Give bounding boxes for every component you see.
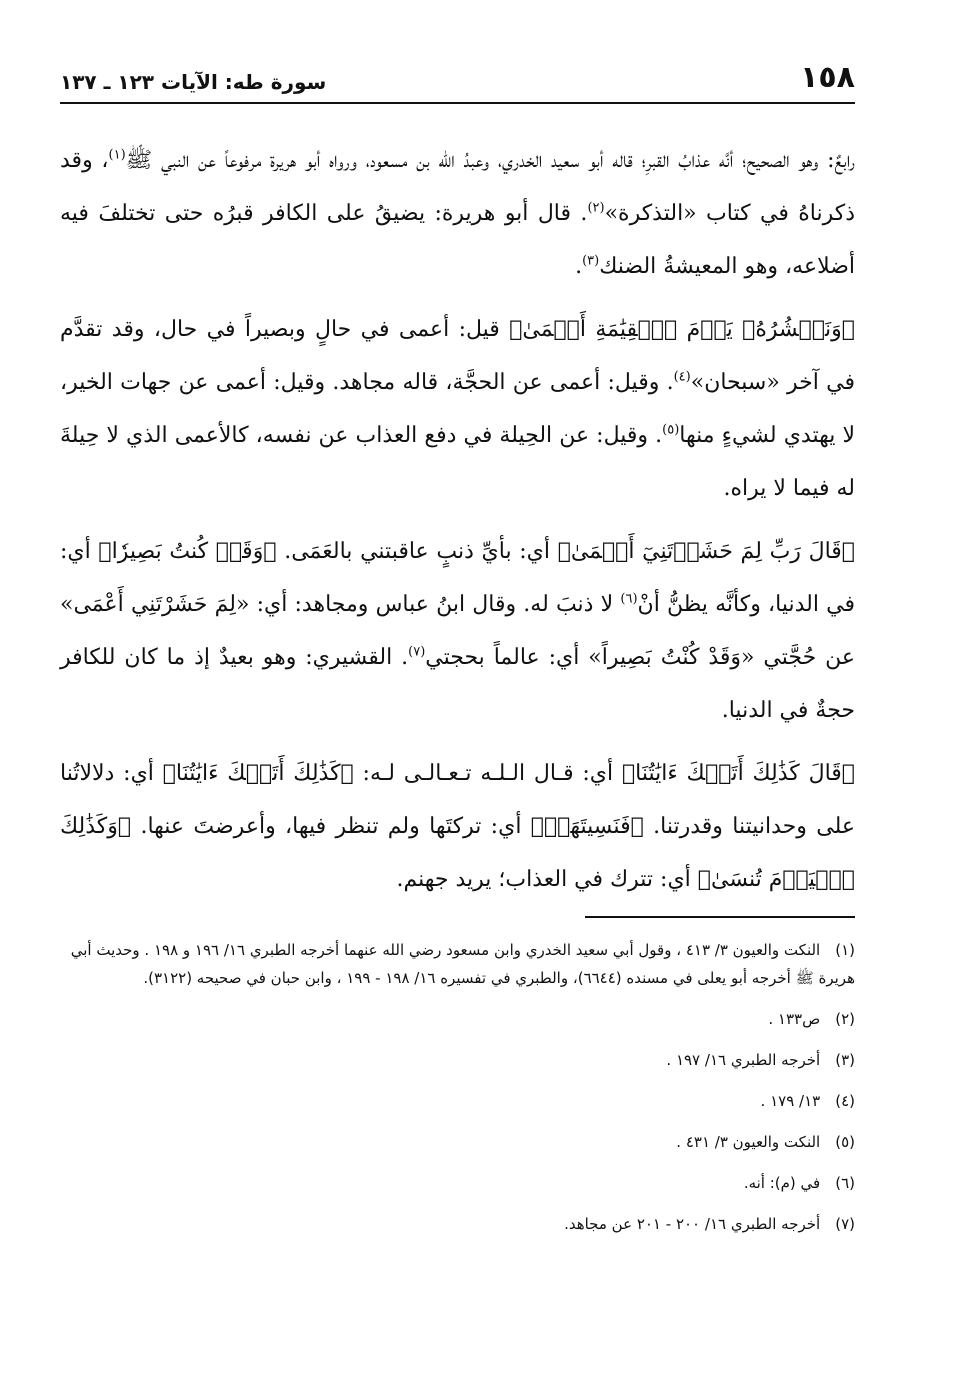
footnote-number: (١) bbox=[835, 941, 855, 959]
quran-verse: ﴿فَنَسِيتَهَاۖ﴾ bbox=[530, 814, 644, 839]
main-text bbox=[60, 134, 855, 906]
text-run: أي: تركتَها ولم تنظر فيها، وأعرضتَ عنها. bbox=[131, 814, 531, 839]
footnote-number: (٢) bbox=[835, 1010, 855, 1028]
paragraph bbox=[60, 747, 855, 906]
text-run: أي: في الدنيا، وكأنَّه يظنُّ أنْ bbox=[60, 539, 855, 617]
footnote-ref: (٥) bbox=[662, 422, 680, 438]
text-run: . bbox=[575, 254, 583, 279]
footnote bbox=[60, 936, 855, 992]
footnote-text: ص١٣٣ . bbox=[768, 1010, 821, 1028]
quran-verse: ﴿قَالَ رَبِّ لِمَ حَشَرۡتَنِيٓ أَعۡمَىٰ﴾ bbox=[557, 539, 855, 564]
footnote-ref: (٢) bbox=[587, 200, 605, 216]
footnotes bbox=[60, 936, 855, 1238]
footnote-text: النكت والعيون ٣/ ٤١٣ ، وقول أبي سعيد الخدري وابن مسعود رضي الله عنهما أخرجه الطبري ١٦/ ١٩٦ و ١٩٨ . وحديث أبي هريرة ﷺ أخرجه أبو يعلى في مسنده (٦٦٤٤)، والطبري في تفسيره ١٦/ ١٩٨ - ١٩٩ ، وابن حبان في صحيحه (٣١٢٢). bbox=[70, 941, 855, 987]
page-number: ١٥٨ bbox=[800, 60, 855, 95]
paragraph bbox=[60, 525, 855, 737]
paragraph bbox=[60, 134, 855, 293]
footnote-text: النكت والعيون ٣/ ٤٣١ . bbox=[676, 1133, 821, 1151]
book-page bbox=[60, 60, 855, 1251]
footnote-ref: (١) bbox=[108, 147, 126, 163]
quran-verse: ﴿كَذَٰلِكَ أَتَتۡكَ ءَايَٰتُنَا﴾ bbox=[162, 761, 354, 786]
text-run: . قال أبو هريرة: يضيقُ على الكافر قبرُه حتى تختلفَ فيه أضلاعه، وهو المعيشةُ الضنك bbox=[60, 201, 855, 279]
footnote bbox=[60, 1128, 855, 1156]
text-run: أي: قـال الـلـه تـعـالـى لـه: bbox=[353, 761, 622, 786]
footnote-ref: (٧) bbox=[408, 644, 426, 660]
quran-verse: ﴿وَكَذَٰلِكَ ٱلۡيَوۡمَ تُنسَىٰ﴾ bbox=[60, 814, 855, 892]
footnote bbox=[60, 1169, 855, 1197]
text-run: . وقيل: عن الحِيلة في دفع العذاب عن نفسه، كالأعمى الذي لا حِيلةَ له فيما لا يراه. bbox=[60, 423, 855, 501]
quran-verse: ﴿وَقَدۡ كُنتُ بَصِيرٗا﴾ bbox=[98, 539, 277, 564]
text-run: . وقيل: أعمى عن الحجَّة، قاله مجاهد. وقيل: أعمى عن جهات الخير، لا يهتدي لشيءٍ منها bbox=[60, 370, 856, 448]
quran-verse: ﴿وَنَحۡشُرُهُۥ يَوۡمَ ٱلۡقِيَٰمَةِ أَعۡمَىٰ﴾ bbox=[509, 317, 855, 342]
footnote-text: أخرجه الطبري ١٦/ ٢٠٠ - ٢٠١ عن مجاهد. bbox=[564, 1215, 821, 1233]
page-header bbox=[60, 60, 855, 104]
footnote-text: ١٣/ ١٧٩ . bbox=[760, 1092, 821, 1110]
text-run: ، وقد ذكرناهُ في كتاب «التذكرة» bbox=[60, 148, 856, 226]
footnote-number: (٦) bbox=[835, 1174, 855, 1192]
text-run: لا ذنبَ له. وقال ابنُ عباس ومجاهد: أي: «لِمَ حَشَرْتَنِي أَعْمَى» عن حُجَّتي «وَقَدْ كُنْتُ بَصِيراً» أي: عالماً بحجتي bbox=[60, 592, 855, 670]
text-run: رابعٌ: وهو الصحيح؛ أنَّه عذابُ القبرِ؛ قاله أبو سعيد الخدري، وعبدُ الله بن مسعود، ورواه أبو هريرة مرفوعاً عن النبي ﷺ bbox=[125, 148, 855, 173]
paragraph bbox=[60, 303, 855, 515]
text-run: . القشيري: وهو بعيدٌ إذ ما كان للكافر حجةٌ في الدنيا. bbox=[60, 645, 855, 723]
footnote-number: (٥) bbox=[835, 1133, 855, 1151]
footnote bbox=[60, 1210, 855, 1238]
text-run: قيل: أعمى في حالٍ وبصيراً في حال، وقد تقدَّم في آخر «سبحان» bbox=[60, 317, 856, 395]
footnote-ref: (٤) bbox=[673, 369, 691, 385]
footnote-number: (٣) bbox=[835, 1051, 855, 1069]
footnote-text: في (م): أنه. bbox=[743, 1174, 821, 1192]
text-run: أي: تترك في العذاب؛ يريد جهنم. bbox=[396, 867, 698, 892]
quran-verse: ﴿قَالَ كَذَٰلِكَ أَتَتۡكَ ءَايَٰتُنَا﴾ bbox=[621, 761, 855, 786]
footnote-ref: (٦) bbox=[620, 591, 638, 607]
text-run: أي: دلالاتُنا على وحدانيتنا وقدرتنا. bbox=[60, 761, 855, 839]
footnote-separator bbox=[585, 916, 855, 918]
footnote bbox=[60, 1005, 855, 1033]
running-head: سورة طه: الآيات ١٢٣ ـ ١٣٧ bbox=[60, 70, 327, 94]
footnote bbox=[60, 1046, 855, 1074]
footnote-number: (٧) bbox=[835, 1215, 855, 1233]
footnote-ref: (٣) bbox=[582, 253, 600, 269]
text-run: أي: بأيِّ ذنبٍ عاقبتني بالعَمَى. bbox=[276, 539, 558, 564]
footnote-number: (٤) bbox=[835, 1092, 855, 1110]
footnote-text: أخرجه الطبري ١٦/ ١٩٧ . bbox=[666, 1051, 821, 1069]
footnote bbox=[60, 1087, 855, 1115]
